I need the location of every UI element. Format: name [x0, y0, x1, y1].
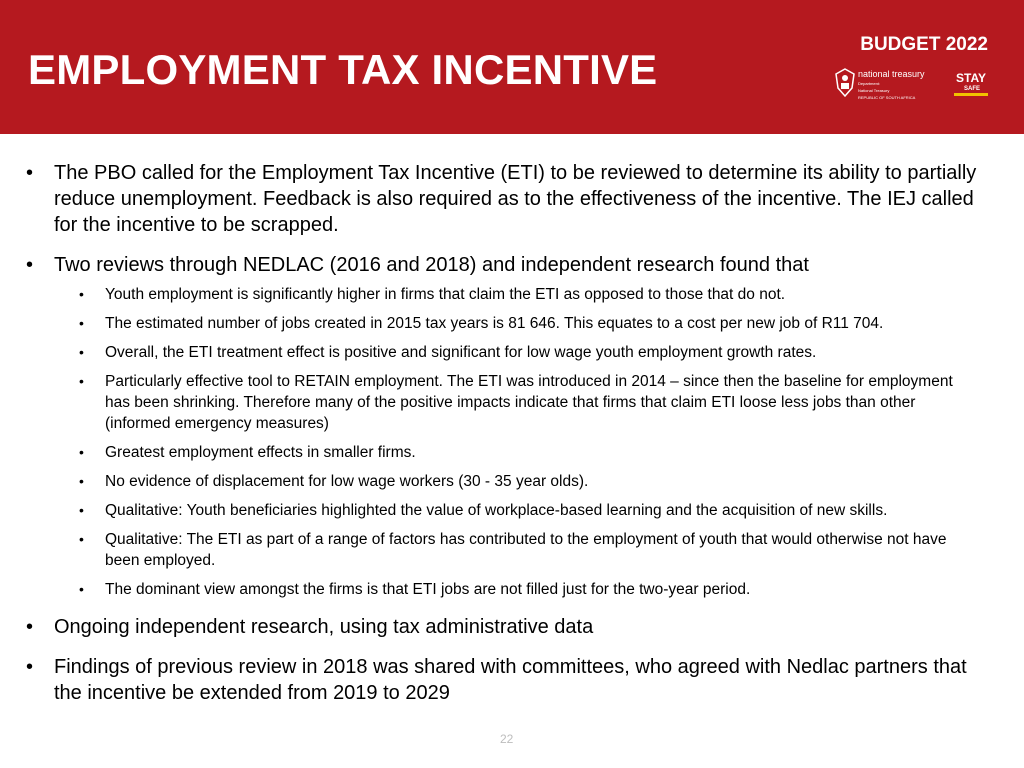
- logo-row: [828, 68, 988, 98]
- sub-bullet-dot: •: [79, 502, 84, 518]
- brand-block: [828, 34, 988, 104]
- page-number: 22: [500, 732, 514, 746]
- bullet-item: [0, 654, 1024, 706]
- sub-bullet-text: The estimated number of jobs created in 2015 tax years is 81 646. This equates to a cost per new job of R11 704.: [105, 315, 884, 332]
- bullet-item: [0, 160, 1024, 238]
- bullet-dot: •: [26, 616, 34, 638]
- sub-bullet-text: Greatest employment effects in smaller firms.: [105, 444, 416, 461]
- sub-bullet-dot: •: [79, 373, 84, 389]
- treasury-name: national treasury: [858, 69, 925, 79]
- content-area: [0, 160, 1024, 720]
- treasury-sub-2: National Treasury: [858, 88, 890, 93]
- budget-label: BUDGET 2022: [860, 34, 988, 55]
- sub-bullet-dot: •: [79, 286, 84, 302]
- treasury-logo: [858, 70, 925, 100]
- sub-bullet-item: [0, 284, 1000, 305]
- svg-text:SAFE: SAFE: [964, 86, 981, 92]
- sub-bullet-item: [0, 313, 1000, 334]
- sub-bullet-list: [54, 284, 1000, 600]
- bullet-dot: •: [26, 656, 34, 678]
- page-title: EMPLOYMENT TAX INCENTIVE: [28, 46, 658, 93]
- sub-bullet-dot: •: [79, 315, 84, 331]
- bullet-dot: •: [26, 254, 34, 276]
- sub-bullet-item: [0, 342, 1000, 363]
- stay-safe-logo: [954, 68, 988, 98]
- sub-bullet-text: Qualitative: The ETI as part of a range of factors has contributed to the employment of youth that would otherwise not have been employed.: [105, 531, 947, 569]
- treasury-sub-3: REPUBLIC OF SOUTH AFRICA: [858, 95, 916, 100]
- sub-bullet-dot: •: [79, 581, 84, 597]
- sub-bullet-dot: •: [79, 531, 84, 547]
- sub-bullet-dot: •: [79, 473, 84, 489]
- sub-bullet-item: [0, 579, 1000, 600]
- sub-bullet-text: Qualitative: Youth beneficiaries highlighted the value of workplace-based learning and the acquisition of new skills.: [105, 502, 888, 519]
- bullet-list: [0, 160, 1024, 706]
- bullet-item: [0, 614, 1024, 640]
- bullet-text: Two reviews through NEDLAC (2016 and 2018) and independent research found that: [54, 254, 809, 276]
- sub-bullet-dot: •: [79, 344, 84, 360]
- sub-bullet-item: [0, 371, 1000, 434]
- sub-bullet-item: [0, 500, 1000, 521]
- bullet-text: Ongoing independent research, using tax administrative data: [54, 616, 594, 638]
- sub-bullet-dot: •: [79, 444, 84, 460]
- svg-text:STAY: STAY: [956, 71, 987, 85]
- sub-bullet-text: The dominant view amongst the firms is that ETI jobs are not filled just for the two-year period.: [105, 581, 751, 598]
- sub-bullet-text: Particularly effective tool to RETAIN employment. The ETI was introduced in 2014 – since then the baseline for employment has been shrinking. Therefore many of the positive impacts indicate that firms that claim ETI loose less jobs than other (informed emergency measures): [105, 373, 953, 432]
- bullet-text: Findings of previous review in 2018 was shared with committees, who agreed with Nedlac partners that the incentive be extended from 2019 to 2029: [54, 656, 967, 704]
- bullet-dot: •: [26, 162, 34, 184]
- sub-bullet-item: [0, 471, 1000, 492]
- coat-of-arms-icon: [834, 68, 856, 98]
- sub-bullet-text: Youth employment is significantly higher in firms that claim the ETI as opposed to those that do not.: [105, 286, 786, 303]
- treasury-sub-1: Department:: [858, 81, 881, 86]
- bullet-text: The PBO called for the Employment Tax Incentive (ETI) to be reviewed to determine its ability to partially reduce unemployment. Feedback is also required as to the effectiveness of the incentive. The IEJ called for the incentive to be scrapped.: [54, 162, 977, 236]
- bullet-item: [0, 252, 1024, 600]
- header-banner: [0, 0, 1024, 134]
- sub-bullet-text: No evidence of displacement for low wage workers (30 - 35 year olds).: [105, 473, 589, 490]
- sub-bullet-item: [0, 529, 1000, 571]
- sub-bullet-item: [0, 442, 1000, 463]
- sub-bullet-text: Overall, the ETI treatment effect is positive and significant for low wage youth employment growth rates.: [105, 344, 817, 361]
